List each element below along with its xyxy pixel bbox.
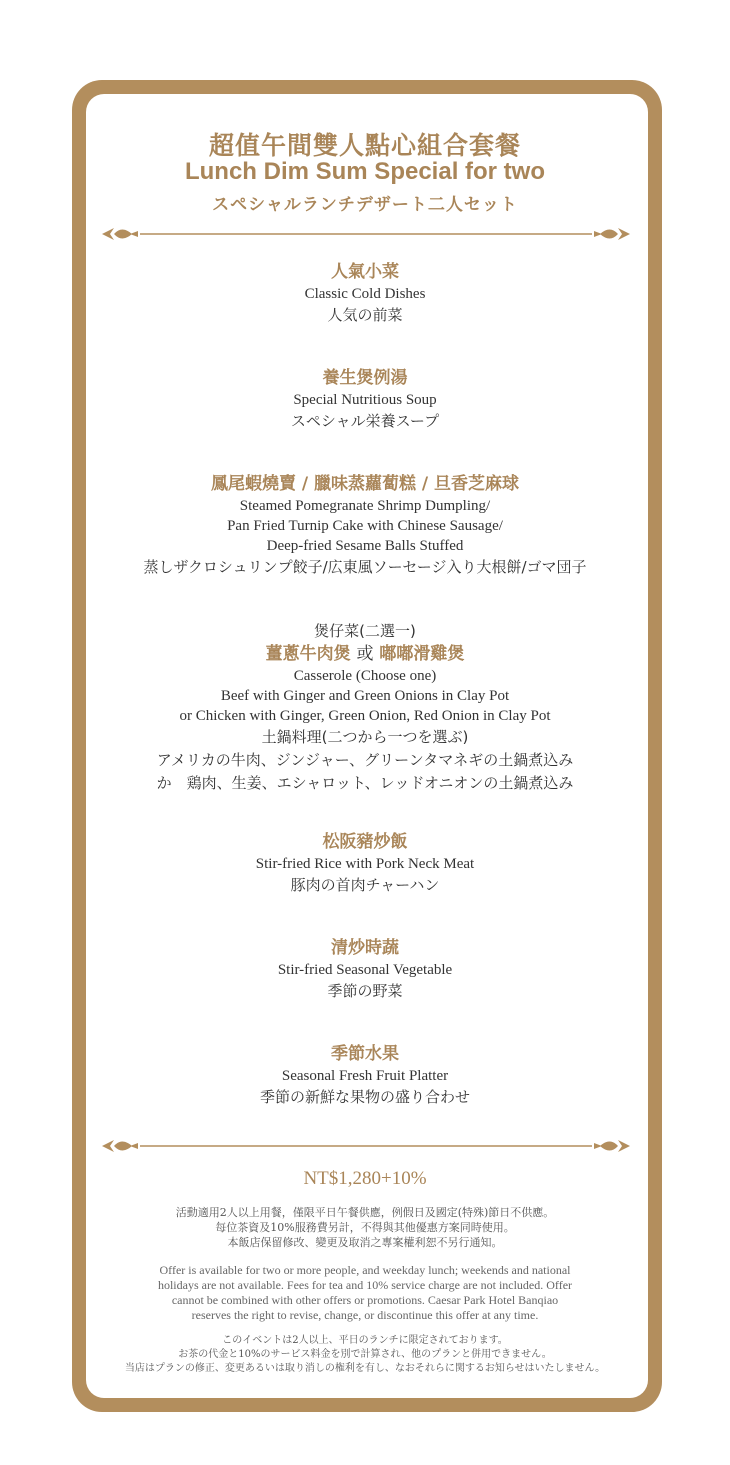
terms-japanese <box>0 1334 730 1376</box>
title-english: Lunch Dim Sum Special for two <box>184 158 546 185</box>
casserole-option-chicken: 嘟嘟滑雞煲 <box>379 644 465 664</box>
terms-line: holidays are not available. Fees for tea and 10% service charge are not included. Offer <box>157 1278 573 1292</box>
casserole-or: 或 <box>356 644 374 664</box>
course-cold-dishes <box>0 261 730 327</box>
terms-english <box>0 1263 730 1323</box>
terms-chinese <box>0 1205 730 1250</box>
course-note-zh: 煲仔菜(二選一) <box>314 622 416 640</box>
course-title-zh: 鳳尾蝦燒賣 / 臘味蒸蘿蔔糕 / 旦香芝麻球 <box>210 474 520 494</box>
course-line-en: Beef with Ginger and Green Onions in Clay Pot <box>220 688 510 704</box>
title-japanese: スペシャルランチデザート二人セット <box>212 195 518 215</box>
terms-line: 本飯店保留修改、變更及取消之專案權利恕不另行通知。 <box>227 1236 503 1249</box>
course-line-en: Steamed Pomegranate Shrimp Dumpling/ <box>239 498 491 514</box>
terms-line: このイベントは2人以上、平日のランチに限定されております。 <box>222 1335 508 1346</box>
price-label: NT$1,280+10% <box>303 1168 427 1189</box>
course-fried-rice <box>0 831 730 897</box>
course-casserole <box>0 620 730 795</box>
course-title-zh: 季節水果 <box>331 1044 399 1064</box>
ornament-divider-bottom <box>100 1136 632 1156</box>
course-title-zh: 清炒時蔬 <box>331 938 399 958</box>
terms-line: Offer is available for two or more people, and weekday lunch; weekends and national <box>159 1263 571 1277</box>
course-title-ja: 蒸しザクロシュリンプ餃子/広東風ソーセージ入り大根餅/ゴマ団子 <box>143 558 587 576</box>
course-line-ja: 土鍋料理(二つから一つを選ぶ) <box>261 728 469 746</box>
course-line-ja: か 鶏肉、生姜、エシャロット、レッドオニオンの土鍋煮込み <box>156 774 574 792</box>
course-soup <box>0 367 730 433</box>
course-vegetable <box>0 937 730 1003</box>
course-fruit <box>0 1043 730 1109</box>
course-title-en: Stir-fried Seasonal Vegetable <box>277 962 453 978</box>
course-title-zh: 人氣小菜 <box>331 262 399 282</box>
course-dim-sum <box>0 473 730 579</box>
course-line-ja: アメリカの牛肉、ジンジャー、グリーンタマネギの土鍋煮込み <box>156 751 574 769</box>
terms-line: 当店はプランの修正、変更あるいは取り消しの権利を有し、なおそれらに関するお知らせはいたしません。 <box>124 1363 606 1374</box>
course-title-en: Classic Cold Dishes <box>304 286 426 302</box>
terms-line: 每位茶資及10%服務費另計，不得與其他優惠方案同時使用。 <box>215 1221 515 1234</box>
course-title-zh: 松阪豬炒飯 <box>322 832 408 852</box>
course-title-en: Special Nutritious Soup <box>293 392 437 408</box>
casserole-option-beef: 薑蔥牛肉煲 <box>265 644 351 664</box>
course-title-zh <box>0 643 730 666</box>
course-title-en: Stir-fried Rice with Pork Neck Meat <box>255 856 475 872</box>
terms-line: cannot be combined with other offers or promotions. Caesar Park Hotel Banqiao <box>171 1293 559 1307</box>
course-line-en: or Chicken with Ginger, Green Onion, Red Onion in Clay Pot <box>179 708 551 724</box>
course-title-ja: 人気の前菜 <box>327 306 403 324</box>
terms-line: お茶の代金と10%のサービス料金を別で計算され、他のプランと併用できません。 <box>178 1349 552 1360</box>
title-chinese: 超值午間雙人點心組合套餐 <box>208 131 521 160</box>
course-line-en: Casserole (Choose one) <box>293 668 437 684</box>
ornament-divider-top <box>100 224 632 244</box>
course-title-ja: 豚肉の首肉チャーハン <box>290 876 440 894</box>
course-line-en: Deep-fried Sesame Balls Stuffed <box>266 538 464 554</box>
terms-line: 活動適用2人以上用餐，僅限平日午餐供應，例假日及國定(特殊)節日不供應。 <box>175 1206 555 1219</box>
course-line-en: Pan Fried Turnip Cake with Chinese Sausage/ <box>227 518 503 534</box>
course-title-ja: 季節の新鮮な果物の盛り合わせ <box>259 1088 470 1106</box>
course-title-zh: 養生煲例湯 <box>322 368 408 388</box>
course-title-ja: 季節の野菜 <box>327 982 403 1000</box>
terms-line: reserves the right to revise, change, or discontinue this offer at any time. <box>191 1308 539 1322</box>
course-title-en: Seasonal Fresh Fruit Platter <box>281 1068 449 1084</box>
course-title-ja: スペシャル栄養スープ <box>290 412 440 430</box>
